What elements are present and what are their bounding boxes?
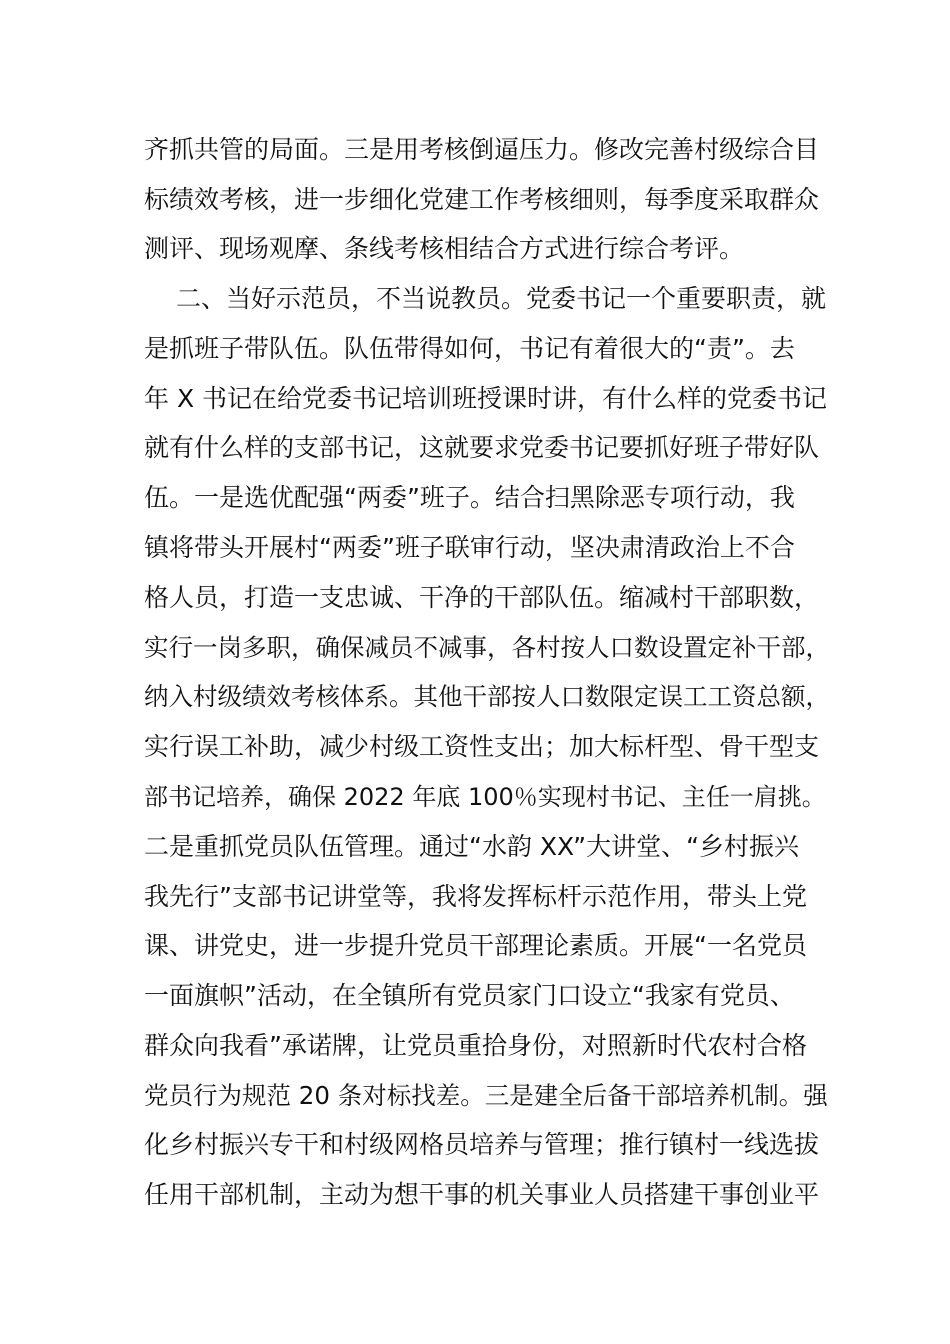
text-line: 任用干部机制，主动为想干事的机关事业人员搭建干事创业平 xyxy=(144,1180,820,1209)
text-line: 一面旗帜”活动，在全镇所有党员家门口设立“我家有党员、 xyxy=(144,981,795,1010)
text-line: 实行一岗多职，确保减员不减事，各村按人口数设置定补干部， xyxy=(144,633,830,662)
text-line: 课、讲党史，进一步提升党员干部理论素质。开展“一名党员 xyxy=(144,931,807,960)
text-line: 部书记培养，确保 2022 年底 100％实现村书记、主任一肩挑。 xyxy=(144,783,826,811)
text-line: 标绩效考核，进一步细化党建工作考核细则，每季度采取群众 xyxy=(144,185,820,214)
text-line: 化乡村振兴专干和村级网格员培养与管理；推行镇村一线选拔 xyxy=(144,1130,820,1159)
text-line: 伍。一是选优配强“两委”班子。结合扫黑除恶专项行动，我 xyxy=(144,483,795,512)
text-line: 群众向我看”承诺牌，让党员重拾身份，对照新时代农村合格 xyxy=(144,1031,807,1060)
text-line: 就有什么样的支部书记，这就要求党委书记要抓好班子带好队 xyxy=(144,433,820,462)
text-line: 年 X 书记在给党委书记培训班授课时讲，有什么样的党委书记 xyxy=(144,384,828,413)
text-line: 测评、现场观摩、条线考核相结合方式进行综合考评。 xyxy=(144,234,745,263)
text-line: 镇将带头开展村“两委”班子联审行动，坚决肃清政治上不合 xyxy=(144,533,795,562)
text-line: 我先行”支部书记讲堂等，我将发挥标杆示范作用，带头上党 xyxy=(144,882,807,911)
text-line: 党员行为规范 20 条对标找差。三是建全后备干部培养机制。强 xyxy=(144,1081,828,1110)
text-line: 齐抓共管的局面。三是用考核倒逼压力。修改完善村级综合目 xyxy=(144,135,820,164)
text-line: 实行误工补助，减少村级工资性支出；加大标杆型、骨干型支 xyxy=(144,732,820,761)
text-line: 纳入村级绩效考核体系。其他干部按人口数限定误工工资总额， xyxy=(144,682,830,711)
text-line: 格人员，打造一支忠诚、干净的干部队伍。缩减村干部职数， xyxy=(144,583,820,612)
paragraph-start-line: 二、当好示范员，不当说教员。党委书记一个重要职责，就 xyxy=(176,284,827,313)
text-line: 是抓班子带队伍。队伍带得如何，书记有着很大的“责”。去 xyxy=(144,334,795,363)
text-line: 二是重抓党员队伍管理。通过“水韵 XX”大讲堂、“乡村振兴 xyxy=(144,832,800,861)
